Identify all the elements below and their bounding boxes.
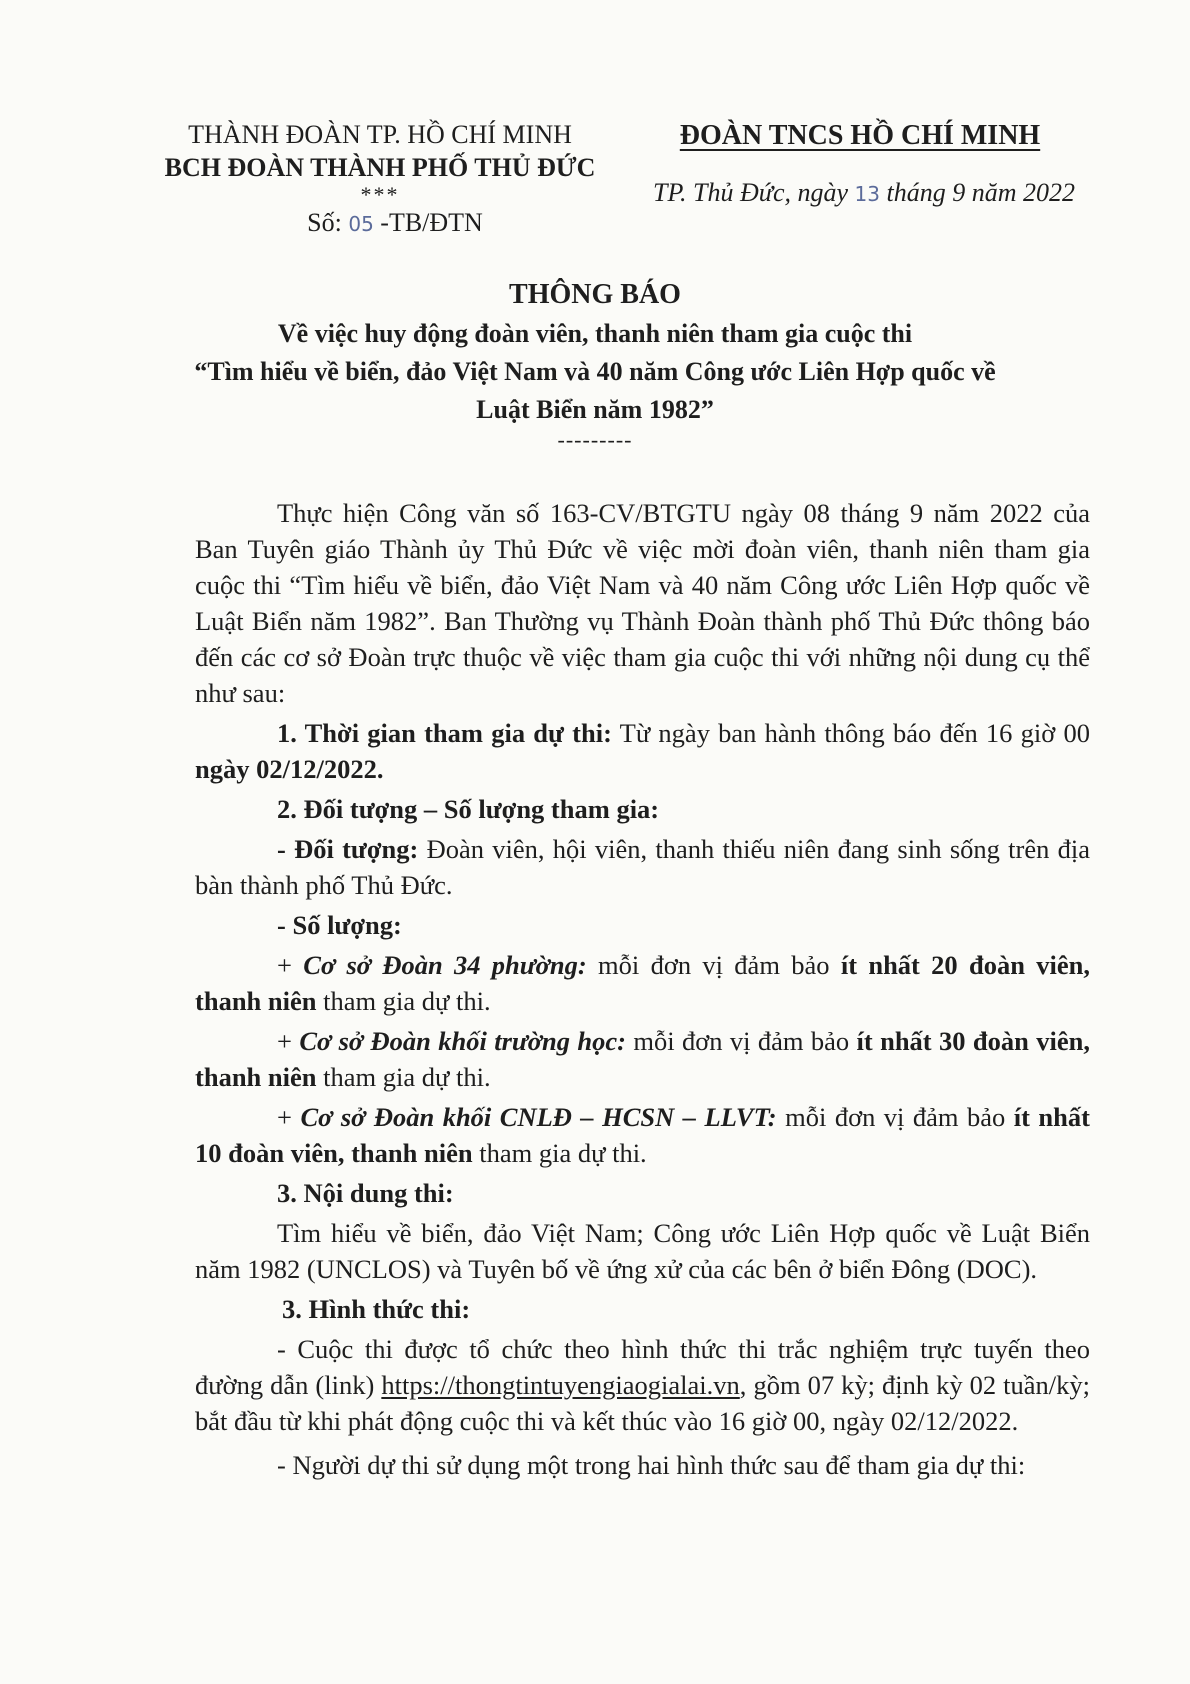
section-1-deadline: ngày 02/12/2022. xyxy=(195,754,384,784)
issuer-org: BCH ĐOÀN THÀNH PHỐ THỦ ĐỨC xyxy=(164,153,596,182)
document-date xyxy=(635,176,1095,211)
quantity-item-end: tham gia dự thi. xyxy=(316,1062,491,1092)
quantity-item-text: mỗi đơn vị đảm bảo xyxy=(776,1102,1014,1132)
document-subtitle-line3: Luật Biển năm 1982” xyxy=(476,395,714,424)
quantity-item-label: Cơ sở Đoàn khối CNLĐ – HCSN – LLVT: xyxy=(300,1102,777,1132)
section-1-text: Từ ngày ban hành thông báo đến 16 giờ 00 xyxy=(611,718,1090,748)
quantity-label: - Số lượng: xyxy=(277,910,402,940)
quantity-item-text: mỗi đơn vị đảm bảo xyxy=(586,950,841,980)
target-label: - Đối tượng: xyxy=(277,834,419,864)
quantity-item-bullet: + xyxy=(277,1102,301,1132)
organization-header xyxy=(635,118,1095,211)
section-4-paragraph-2: - Người dự thi sử dụng một trong hai hình thức sau để tham gia dự thi: xyxy=(277,1450,1026,1480)
section-2-heading-text: 2. Đối tượng – Số lượng tham gia: xyxy=(277,794,660,824)
quantity-item-bullet: + xyxy=(277,950,304,980)
document-title: THÔNG BÁO xyxy=(509,279,681,310)
contest-link[interactable]: https://thongtintuyengiaogialai.vn xyxy=(381,1370,740,1400)
quantity-item-amount: ít nhất 20 đoàn viên, thanh niên xyxy=(195,950,1091,1016)
header-stars: *** xyxy=(360,182,400,207)
issuer-header xyxy=(140,118,620,241)
section-1-paragraph xyxy=(195,715,1090,787)
section-3-heading-text: 3. Nội dung thi: xyxy=(277,1178,454,1208)
quantity-item-schools xyxy=(195,1023,1090,1095)
date-prefix: TP. Thủ Đức, ngày xyxy=(653,178,849,207)
section-4-text-start: - Cuộc thi được tổ chức theo hình thức thi trắc nghiệm trực tuyến theo đường dẫn (link) xyxy=(195,1334,1090,1400)
quantity-item-text: mỗi đơn vị đảm bảo xyxy=(625,1026,857,1056)
quantity-item-amount: ít nhất 30 đoàn viên, thanh niên xyxy=(195,1026,1090,1092)
section-4-paragraph-1 xyxy=(195,1331,1090,1439)
date-day-handwritten: 13 xyxy=(854,182,880,206)
document-number-prefix: Số: xyxy=(307,208,342,237)
date-suffix: tháng 9 năm 2022 xyxy=(886,178,1075,207)
quantity-item-label: Cơ sở Đoàn 34 phường: xyxy=(303,950,587,980)
quantity-item-amount: ít nhất 10 đoàn viên, thanh niên xyxy=(195,1102,1090,1168)
quantity-item-bullet: + xyxy=(277,1026,300,1056)
section-3-heading xyxy=(195,1175,1090,1211)
section-4-heading xyxy=(195,1291,1090,1327)
quantity-item-end: tham gia dự thi. xyxy=(316,986,491,1016)
quantity-item-end: tham gia dự thi. xyxy=(472,1138,647,1168)
section-2-heading xyxy=(195,791,1090,827)
section-4-text-end: , gồm 07 kỳ; định kỳ 02 tuần/kỳ; bắt đầu từ khi phát động cuộc thi và kết thúc vào 16 giờ 00, ngày 02/12/2022. xyxy=(195,1370,1091,1436)
document-subtitle-line2: “Tìm hiểu về biển, đảo Việt Nam và 40 năm Công ước Liên Hợp quốc về xyxy=(194,357,996,386)
target-text: Đoàn viên, hội viên, thanh thiếu niên đang sinh sống trên địa bàn thành phố Thủ Đức. xyxy=(195,834,1090,900)
section-4-heading-text: 3. Hình thức thi: xyxy=(282,1294,471,1324)
intro-paragraph: Thực hiện Công văn số 163-CV/BTGTU ngày 08 tháng 9 năm 2022 của Ban Tuyên giáo Thành ủy Thủ Đức về việc mời đoàn viên, thanh niên tham gia cuộc thi “Tìm hiểu về biển, đảo Việt Nam và 40 năm Công ước Liên Hợp quốc về Luật Biển năm 1982”. Ban Thường vụ Thành Đoàn thành phố Thủ Đức thông báo đến các cơ sở Đoàn trực thuộc về việc tham gia cuộc thi với những nội dung cụ thể như sau: xyxy=(195,498,1090,708)
document-title-block xyxy=(140,275,1050,451)
document-body xyxy=(195,495,1090,1483)
quantity-item-workers xyxy=(195,1099,1090,1171)
quantity-item-label: Cơ sở Đoàn khối trường học: xyxy=(299,1026,626,1056)
issuer-parent-org: THÀNH ĐOÀN TP. HỒ CHÍ MINH xyxy=(188,120,572,149)
section-3-text: Tìm hiểu về biển, đảo Việt Nam; Công ước Liên Hợp quốc về Luật Biển năm 1982 (UNCLOS) và Tuyên bố về ứng xử của các bên ở biển Đông (DOC). xyxy=(195,1218,1090,1284)
title-divider: --------- xyxy=(557,427,633,452)
document-number-suffix: -TB/ĐTN xyxy=(380,208,483,237)
organization-name: ĐOÀN TNCS HỒ CHÍ MINH xyxy=(679,120,1041,151)
quantity-item-wards xyxy=(195,947,1090,1019)
section-1-label: 1. Thời gian tham gia dự thi: xyxy=(277,718,612,748)
document-number-handwritten: 05 xyxy=(348,212,374,236)
section-2-target xyxy=(195,831,1090,903)
section-2-quantity-heading xyxy=(195,907,1090,943)
document-number xyxy=(140,206,620,241)
document-subtitle-line1: Về việc huy động đoàn viên, thanh niên tham gia cuộc thi xyxy=(277,319,913,348)
